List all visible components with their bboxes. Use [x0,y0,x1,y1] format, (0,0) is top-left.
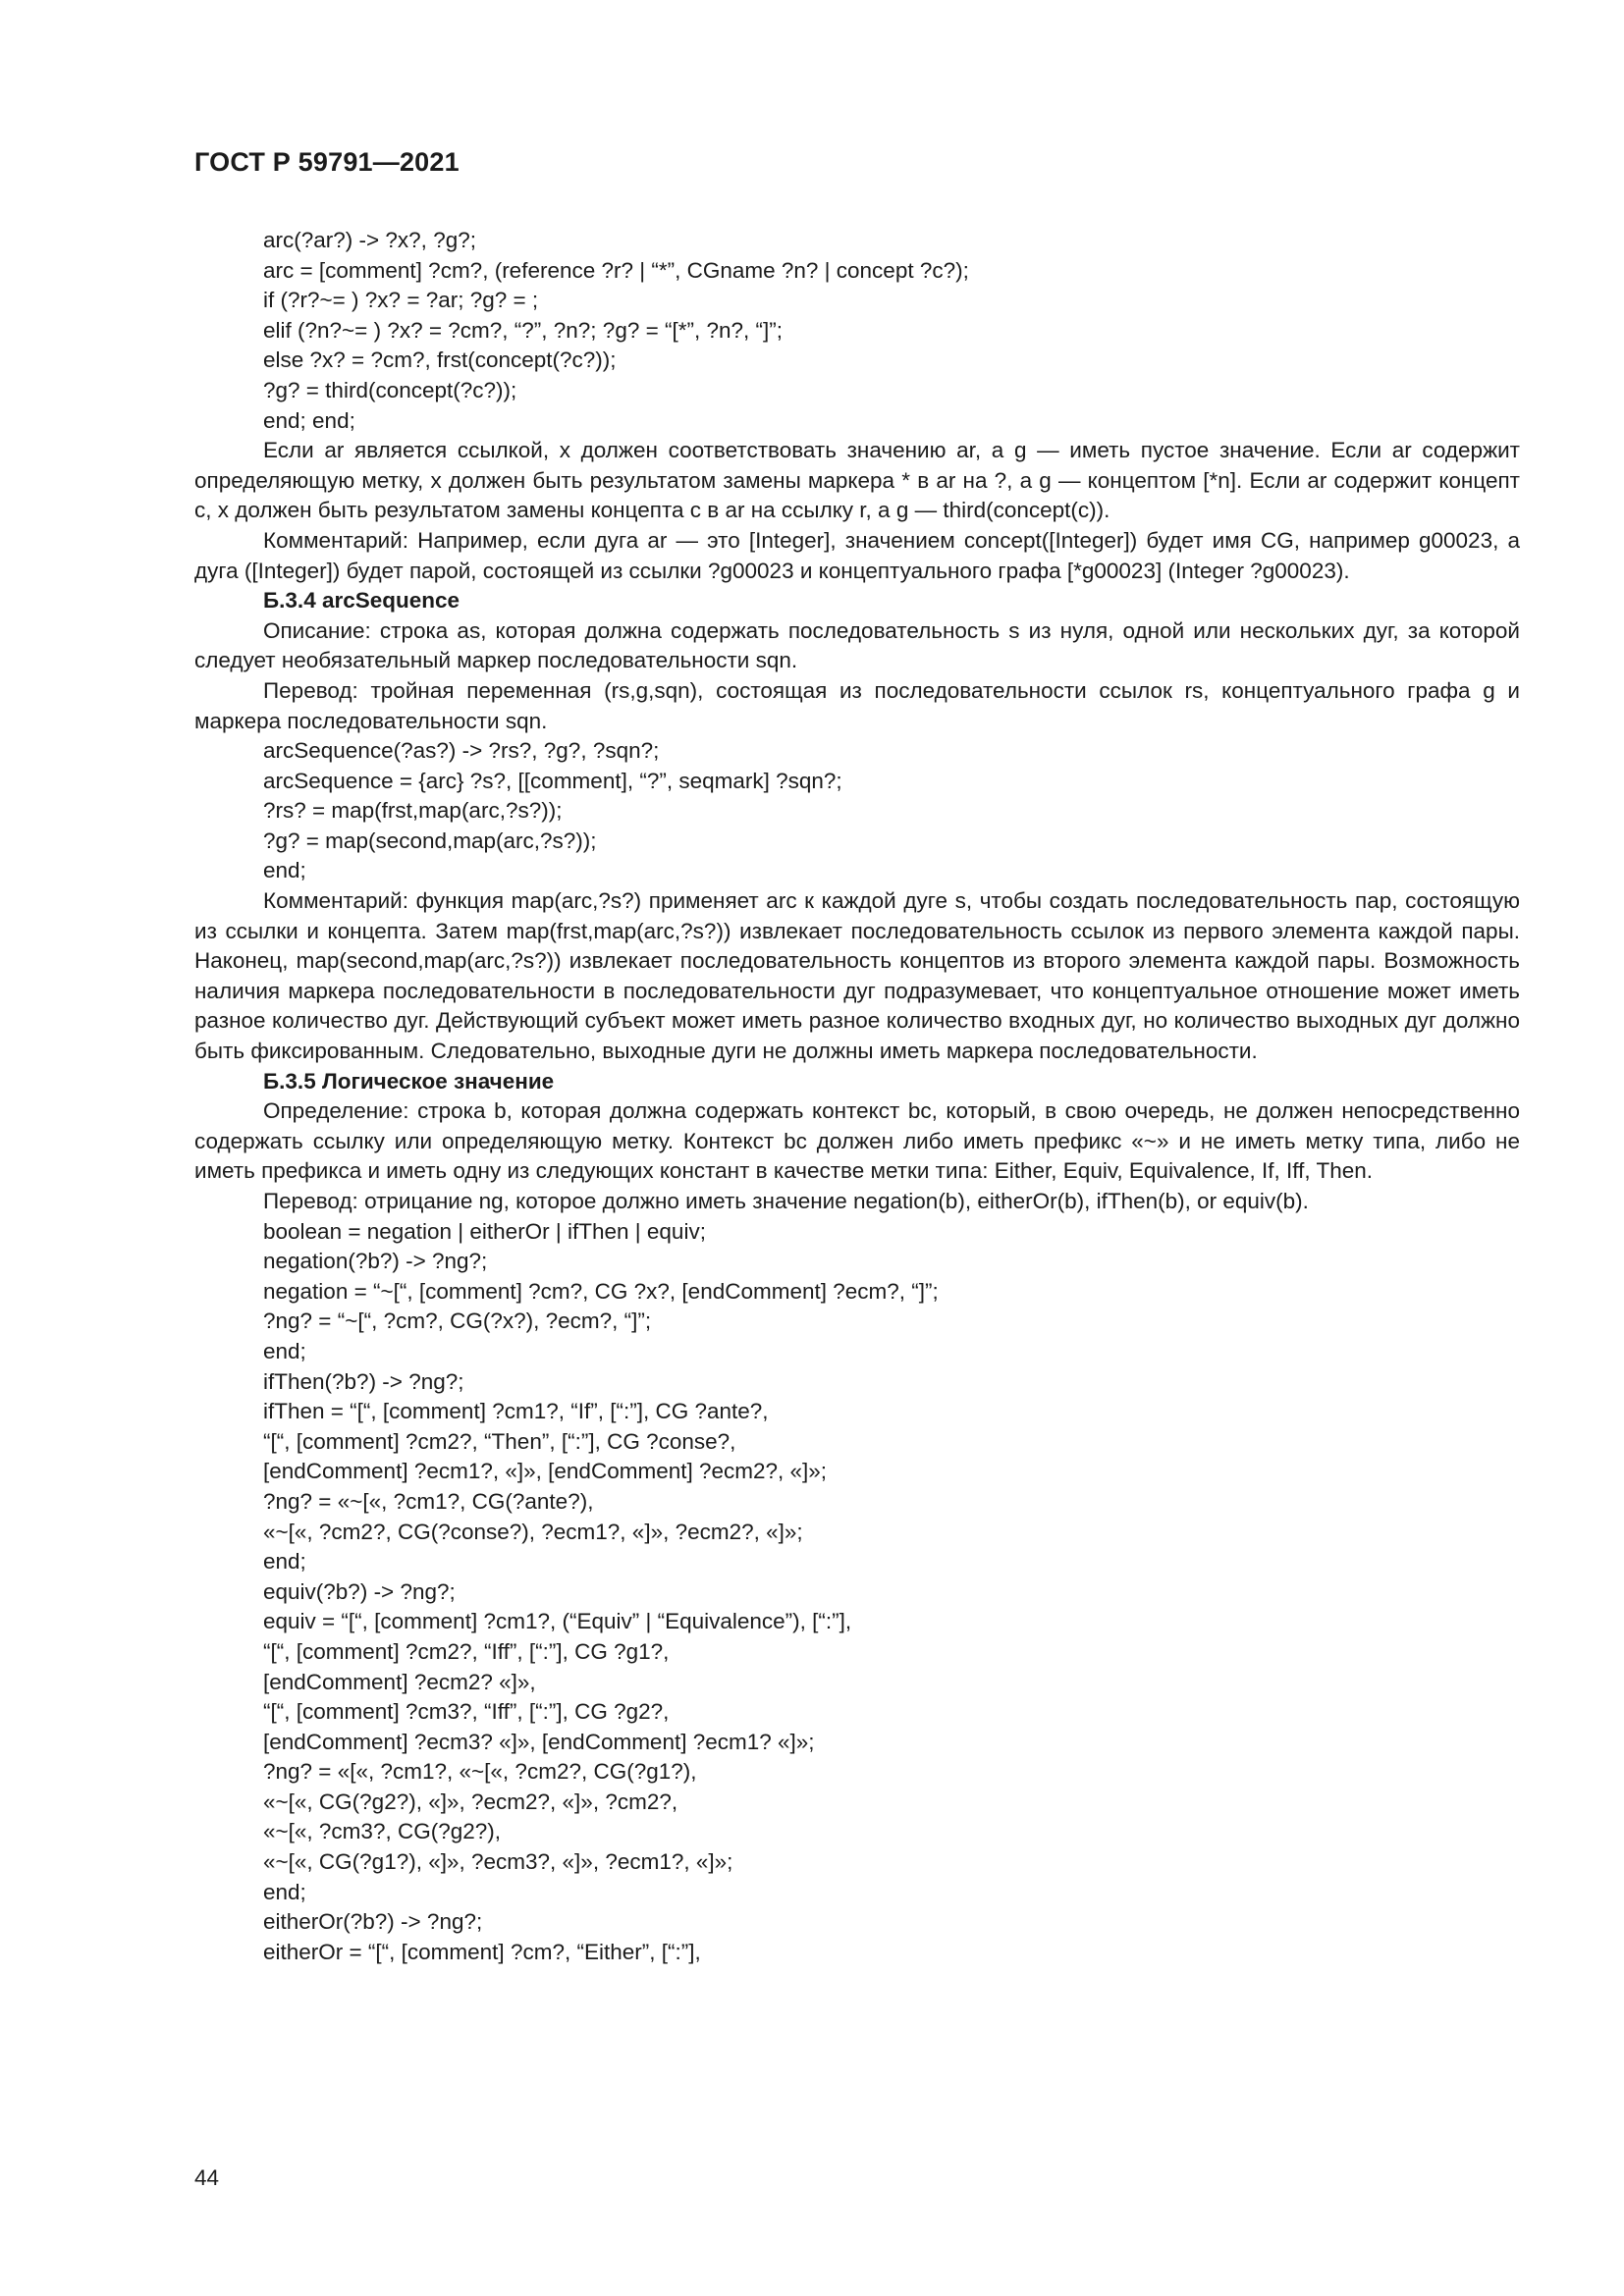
code-line: arcSequence(?as?) -> ?rs?, ?g?, ?sqn?; [263,738,660,764]
code-line: «~[«, CG(?g1?), «]», ?ecm3?, «]», ?ecm1?, «]»; [263,1849,733,1875]
code-line: [endComment] ?ecm2? «]», [263,1669,536,1694]
paragraph: Описание: строка as, которая должна содержать последовательность s из нуля, одной или нескольких дуг, за которой следует необязательный маркер последовательности sqn. [194,617,1520,673]
code-line: eitherOr = “[“, [comment] ?cm?, “Either”, [“:”], [263,1939,701,1964]
code-line: arc = [comment] ?cm?, (reference ?r? | “*”, CGname ?n? | concept ?c?); [263,257,969,283]
paragraph: Перевод: тройная переменная (rs,g,sqn), состоящая из последовательности ссылок rs, концептуального графа g и маркера последовательности sqn. [194,677,1520,733]
page-number: 44 [194,2165,220,2190]
code-line: ifThen = “[“, [comment] ?cm1?, “If”, [“:”], CG ?ante?, [263,1399,769,1424]
code-line: else ?x? = ?cm?, frst(concept(?c?)); [263,347,617,373]
code-line: end; end; [263,407,355,433]
code-line: negation = “~[“, [comment] ?cm?, CG ?x?, [endComment] ?ecm?, “]”; [263,1278,939,1304]
paragraph: Комментарий: Например, если дуга ar — это [Integer], значением concept([Integer]) будет имя CG, например g00023, а дуга ([Integer]) будет парой, состоящей из ссылки ?g00023 и концептуального графа [*g00023] (Integer ?g00023). [194,527,1520,583]
code-line: ?rs? = map(frst,map(arc,?s?)); [263,798,563,824]
code-line: negation(?b?) -> ?ng?; [263,1249,488,1274]
code-line: ?ng? = «[«, ?cm1?, «~[«, ?cm2?, CG(?g1?), [263,1759,697,1785]
paragraph: Комментарий: функция map(arc,?s?) применяет arc к каждой дуге s, чтобы создать последовательность пар, состоящую из ссылки и концепта. Затем map(frst,map(arc,?s?)) извлекает последовательность ссылок из первого элемента каждой пары. Наконец, map(second,map(arc,?s?)) извлекает последовательность концептов из второго элемента каждой пары. Возможность наличия маркера последовательности в последовательности дуг подразумевает, что концептуальное отношение может иметь разное количество дуг. Действующий субъект может иметь разное количество входных дуг, но количество выходных дуг должно быть фиксированным. Следовательно, выходные дуги не должны иметь маркера последовательности. [194,888,1520,1064]
code-line: end; [263,858,306,883]
code-line: if (?r?~= ) ?x? = ?ar; ?g? = ; [263,288,539,313]
code-line: «~[«, ?cm3?, CG(?g2?), [263,1819,501,1844]
paragraph: Перевод: отрицание ng, которое должно иметь значение negation(b), eitherOr(b), ifThen(b), or equiv(b). [263,1189,1309,1213]
code-line: [endComment] ?ecm3? «]», [endComment] ?ecm1? «]»; [263,1729,815,1754]
code-line: ifThen(?b?) -> ?ng?; [263,1368,464,1394]
code-line: [endComment] ?ecm1?, «]», [endComment] ?ecm2?, «]»; [263,1459,828,1484]
code-line: “[“, [comment] ?cm3?, “Iff”, [“:”], CG ?g2?, [263,1699,670,1725]
code-line: «~[«, ?cm2?, CG(?conse?), ?ecm1?, «]», ?ecm2?, «]»; [263,1519,803,1544]
document-header: ГОСТ Р 59791—2021 [194,147,460,177]
code-line: equiv(?b?) -> ?ng?; [263,1578,456,1604]
paragraph: Если ar является ссылкой, x должен соответствовать значению ar, а g — иметь пустое значение. Если ar содержит определяющую метку, x должен быть результатом замены маркера * в ar на ?, а g — концептом [*n]. Если ar содержит концепт c, x должен быть результатом замены концепта c в ar на ссылку r, а g — third(concept(c)). [194,438,1520,523]
code-line: end; [263,1549,306,1575]
code-line: elif (?n?~= ) ?x? = ?cm?, “?”, ?n?; ?g? = “[*”, ?n?, “]”; [263,317,784,343]
code-line: end; [263,1338,306,1363]
paragraph: Определение: строка b, которая должна содержать контекст bc, который, в свою очередь, не должен непосредственно содержать ссылку или определяющую метку. Контекст bc должен либо иметь префикс «~» и не иметь метку типа, либо не иметь префикса и иметь одну из следующих констант в качестве метки типа: Either, Equiv, Equivalence, If, Iff, Then. [194,1098,1520,1184]
code-line: “[“, [comment] ?cm2?, “Then”, [“:”], CG ?conse?, [263,1428,736,1454]
code-line: «~[«, CG(?g2?), «]», ?ecm2?, «]», ?cm2?, [263,1789,678,1814]
code-line: ?ng? = «~[«, ?cm1?, CG(?ante?), [263,1488,594,1514]
section-heading: Б.3.4 arcSequence [263,588,460,614]
code-line: eitherOr(?b?) -> ?ng?; [263,1909,483,1935]
document-body [194,226,1520,1967]
code-line: equiv = “[“, [comment] ?cm1?, (“Equiv” | “Equivalence”), [“:”], [263,1609,852,1634]
code-line: arc(?ar?) -> ?x?, ?g?; [263,228,476,252]
code-line: boolean = negation | eitherOr | ifThen | equiv; [263,1218,706,1244]
section-heading: Б.3.5 Логическое значение [263,1068,555,1094]
code-line: “[“, [comment] ?cm2?, “Iff”, [“:”], CG ?g1?, [263,1638,670,1664]
code-line: ?g? = third(concept(?c?)); [263,377,517,402]
code-line: ?ng? = “~[“, ?cm?, CG(?x?), ?ecm?, “]”; [263,1308,652,1334]
code-line: ?g? = map(second,map(arc,?s?)); [263,828,597,853]
code-line: arcSequence = {arc} ?s?, [[comment], “?”, seqmark] ?sqn?; [263,768,842,793]
code-line: end; [263,1879,306,1904]
